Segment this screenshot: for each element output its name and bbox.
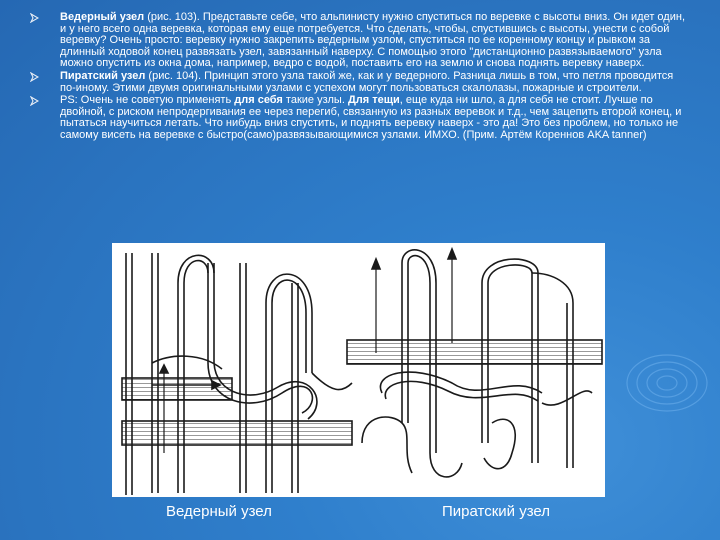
right-figure — [347, 249, 602, 477]
knots-drawing — [112, 243, 605, 497]
bullet-item — [30, 71, 690, 94]
bullet-item — [30, 95, 690, 141]
bullet-list — [30, 12, 690, 142]
body-text: (рис. 104). Принцип этого узла такой же, как и у ведерного. Разница лишь в том, что петля проводится по-иному. Этими двумя оригинальными узлами с успехом могут пользоваться скалолазы, пожарные и строители. — [60, 69, 674, 94]
arrowhead-bullet-icon — [30, 13, 40, 23]
body-text: (рис. 103). Представьте себе, что альпинисту нужно спуститься по веревке с высоты вниз. Он идет один, и у него всего одна веревка, которая ему еще потребуется. Что сделать, чтобы, спустившись с высоты, унести с собой веревку? Очень просто: веревку нужно закрепить ведерным узлом, спуститься по ее коренному концу и рывком за длинный ходовой конец развязать узел, завязанный наверху. С помощью этого "дистанционно развязываемого" узла можно опустить из окна дома, например, ведро с водой, поставить его на землю и снова поднять веревку наверх. — [60, 11, 685, 70]
water-ripple-decoration — [612, 338, 712, 428]
arrowhead-bullet-icon — [30, 96, 40, 106]
caption-bucket-knot: Ведерный узел — [166, 503, 272, 520]
arrowhead-bullet-icon — [30, 72, 40, 82]
body-text: такие узлы. — [282, 94, 348, 107]
body-text: PS: Очень не советую применять — [60, 94, 235, 107]
bold-text: Для тещи — [347, 94, 400, 107]
bold-text: Ведерный узел — [60, 11, 145, 23]
bold-text: Пиратский узел — [60, 69, 146, 82]
body-text: , еще куда ни шло, а для себя не стоит. Лучше по двойной, с риском непродергивания ее через перегиб, связанную из разных веревок и т.д., чем зацепить второй конец, и пытаться научиться летать. Что нибудь вниз спустить, и поднять веревку наверх - это да! Это без проблем, но только не самому висеть на веревке с быстро(само)развязывающимися узлами. ИМХО. (Прим. Артём Кореннов AKA tanner) — [60, 94, 682, 141]
bold-text: для себя — [234, 94, 283, 107]
left-figure — [122, 253, 352, 495]
bullet-item — [30, 12, 690, 70]
caption-pirate-knot: Пиратский узел — [442, 503, 551, 520]
knots-illustration — [112, 243, 605, 497]
